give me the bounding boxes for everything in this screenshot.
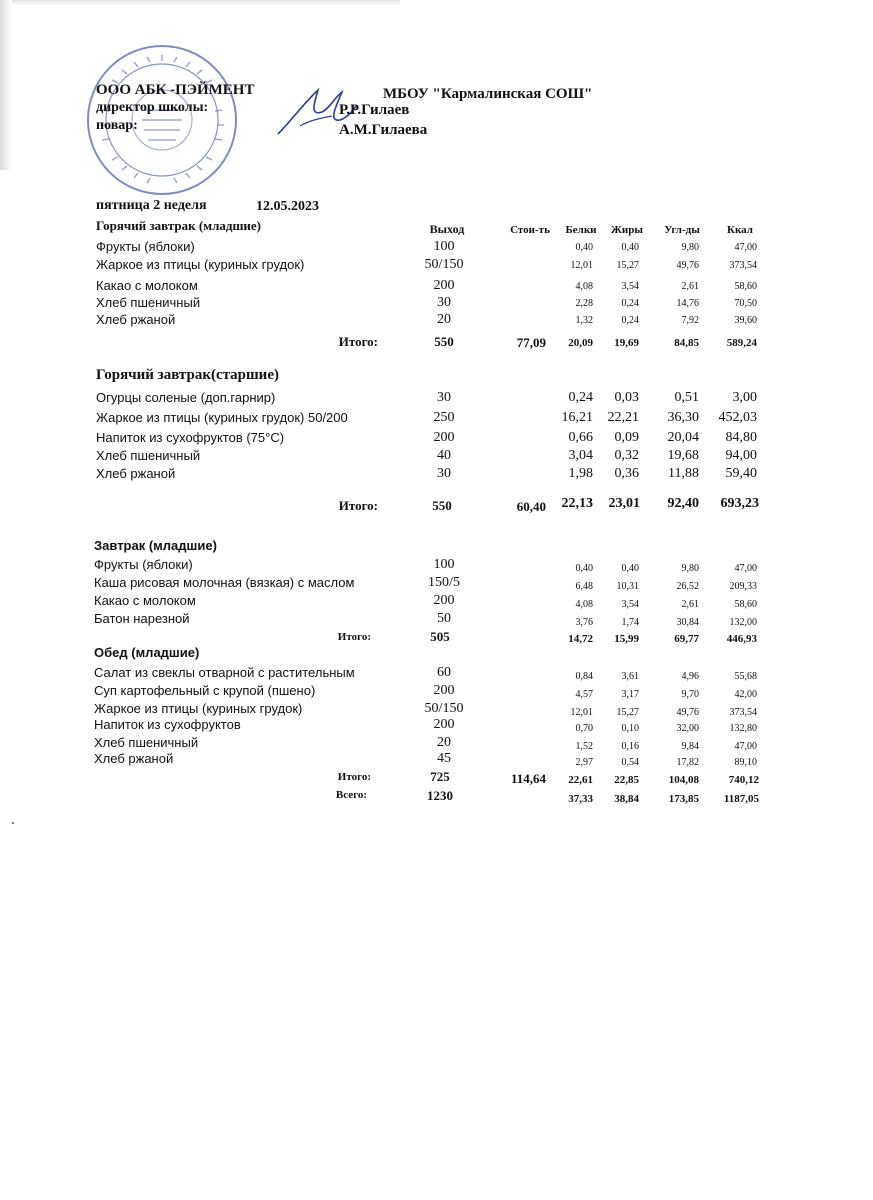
grand-total-output: 1230 [427,788,453,803]
menu-item-kcal: 55,68 [734,671,757,682]
menu-item-fat: 0,24 [621,298,639,309]
menu-item-output: 200 [433,683,455,698]
menu-item-fat: 0,40 [621,563,639,574]
menu-item-fat: 0,03 [614,390,639,405]
menu-item-protein: 6,48 [575,581,593,592]
menu-item-kcal: 209,33 [729,581,757,592]
menu-item-protein: 1,32 [575,315,593,326]
menu-item-name: Батон нарезной [94,611,190,626]
total-output: 550 [434,334,454,349]
menu-item-name: Хлеб пшеничный [96,448,201,463]
menu-item-output: 200 [433,278,455,293]
director-label: директор школы: [96,100,209,115]
section-title: Завтрак (младшие) [94,538,217,553]
menu-item-carbs: 2,61 [681,281,699,292]
column-header-carbs: Угл-ды [664,224,700,236]
scan-edge [0,0,12,170]
menu-item-protein: 0,84 [575,671,593,682]
menu-item-carbs: 49,76 [676,707,699,718]
menu-item-name: Хлеб пшеничный [96,295,201,310]
menu-item-protein: 12,01 [570,707,593,718]
grand-total-protein: 37,33 [568,793,593,805]
menu-item-fat: 0,09 [614,430,639,445]
menu-item-protein: 1,98 [568,466,593,481]
menu-item-fat: 0,24 [621,315,639,326]
menu-item-fat: 22,21 [607,410,639,425]
total-cost: 77,09 [516,335,546,350]
menu-item-carbs: 30,84 [676,617,699,628]
menu-item-kcal: 39,60 [734,315,757,326]
menu-item-protein: 16,21 [561,410,593,425]
menu-item-fat: 0,10 [621,723,639,734]
menu-item-fat: 10,31 [616,581,639,592]
total-fat: 19,69 [614,337,639,349]
school-name: МБОУ "Кармалинская СОШ" [383,86,593,102]
grand-total-fat: 38,84 [614,793,639,805]
menu-item-carbs: 9,80 [681,563,699,574]
menu-item-carbs: 32,00 [676,723,699,734]
menu-item-kcal: 70,50 [734,298,757,309]
menu-item-protein: 4,57 [575,689,593,700]
total-carbs: 69,77 [674,633,699,645]
menu-item-output: 30 [437,390,451,405]
menu-item-name: Огурцы соленые (доп.гарнир) [96,390,276,405]
menu-item-kcal: 3,00 [732,390,757,405]
menu-item-fat: 15,27 [616,707,639,718]
menu-item-carbs: 7,92 [681,315,699,326]
menu-item-carbs: 9,80 [681,242,699,253]
menu-item-output: 60 [437,665,451,680]
total-fat: 15,99 [614,633,639,645]
menu-item-protein: 3,76 [575,617,593,628]
menu-item-carbs: 26,52 [676,581,699,592]
total-label: Итого: [337,771,371,783]
menu-item-protein: 0,40 [575,242,593,253]
menu-item-kcal: 132,80 [729,723,757,734]
menu-item-fat: 3,54 [621,599,639,610]
total-kcal: 693,23 [720,496,759,511]
director-name: Р.Р.Гилаев [339,102,410,118]
column-header-fat: Жиры [611,224,643,236]
menu-item-carbs: 49,76 [676,260,699,271]
menu-item-carbs: 9,70 [681,689,699,700]
menu-item-kcal: 47,00 [734,563,757,574]
menu-item-name: Какао с молоком [94,593,196,608]
menu-item-output: 50 [437,611,451,626]
menu-item-kcal: 42,00 [734,689,757,700]
menu-item-name: Каша рисовая молочная (вязкая) с маслом [94,575,355,590]
menu-item-protein: 12,01 [570,260,593,271]
menu-item-protein: 4,08 [575,599,593,610]
menu-item-fat: 0,54 [621,757,639,768]
total-kcal: 740,12 [728,774,759,786]
menu-item-fat: 3,17 [621,689,639,700]
menu-item-protein: 4,08 [575,281,593,292]
total-kcal: 446,93 [726,633,757,645]
day-week: пятница 2 неделя [96,198,207,213]
total-output: 725 [430,769,450,784]
menu-item-protein: 1,52 [575,741,593,752]
menu-item-kcal: 132,00 [729,617,757,628]
menu-item-name: Жаркое из птицы (куриных грудок) [96,257,305,272]
menu-item-fat: 15,27 [616,260,639,271]
total-output: 505 [430,629,450,644]
menu-item-output: 30 [437,466,451,481]
menu-item-carbs: 19,68 [667,448,699,463]
total-protein: 22,13 [561,496,593,511]
menu-item-kcal: 373,54 [729,707,757,718]
menu-item-name: Хлеб пшеничный [94,735,199,750]
menu-item-protein: 2,28 [575,298,593,309]
cook-label: повар: [96,118,138,133]
menu-date: 12.05.2023 [256,199,319,214]
menu-item-output: 50/150 [424,257,464,272]
total-fat: 23,01 [608,496,640,511]
menu-item-protein: 0,24 [568,390,593,405]
menu-item-carbs: 17,82 [676,757,699,768]
menu-item-kcal: 58,60 [734,599,757,610]
total-protein: 20,09 [568,337,593,349]
menu-item-fat: 3,54 [621,281,639,292]
menu-item-kcal: 452,03 [718,410,757,425]
menu-item-output: 150/5 [428,575,460,590]
cook-name: А.М.Гилаева [339,122,428,138]
grand-total-carbs: 173,85 [668,793,699,805]
menu-item-fat: 3,61 [621,671,639,682]
menu-item-output: 200 [433,430,455,445]
menu-item-kcal: 47,00 [734,741,757,752]
total-cost: 114,64 [510,771,546,786]
total-carbs: 104,08 [668,774,699,786]
menu-item-name: Хлеб ржаной [96,312,176,327]
total-cost: 60,40 [516,499,546,514]
menu-item-name: Хлеб ржаной [96,466,176,481]
section-title: Обед (младшие) [94,645,200,660]
total-carbs: 92,40 [667,496,699,511]
total-carbs: 84,85 [674,337,699,349]
total-label: Итого: [338,498,378,513]
grand-total-label: Всего: [335,789,367,801]
menu-item-output: 250 [433,410,455,425]
menu-item-fat: 1,74 [621,617,639,628]
menu-item-output: 200 [433,593,455,608]
menu-item-output: 100 [433,557,455,572]
menu-item-protein: 0,70 [575,723,593,734]
menu-item-name: Напиток из сухофруктов (75°С) [96,430,285,445]
menu-item-protein: 3,04 [568,448,593,463]
section-title: Горячий завтрак (младшие) [96,218,262,233]
scan-edge [0,0,400,6]
menu-item-kcal: 89,10 [734,757,757,768]
menu-item-name: Напиток из сухофруктов [94,717,241,732]
total-label: Итого: [338,334,378,349]
menu-item-carbs: 20,04 [667,430,699,445]
menu-item-fat: 0,32 [614,448,639,463]
menu-item-kcal: 58,60 [734,281,757,292]
menu-item-kcal: 94,00 [725,448,757,463]
section-title: Горячий завтрак(старшие) [96,367,279,383]
menu-item-carbs: 2,61 [681,599,699,610]
column-header-output: Выход [429,222,465,236]
total-output: 550 [432,498,452,513]
menu-item-fat: 0,40 [621,242,639,253]
menu-item-name: Суп картофельный с крупой (пшено) [94,683,316,698]
company-name: ООО АБК -ПЭЙМЕНТ [96,82,255,98]
menu-item-carbs: 9,84 [681,741,699,752]
menu-item-name: Салат из свеклы отварной с растительным [94,665,355,680]
menu-item-output: 45 [437,751,451,766]
total-kcal: 589,24 [726,337,757,349]
menu-item-output: 200 [433,717,455,732]
menu-item-output: 30 [437,295,451,310]
total-fat: 22,85 [614,774,639,786]
menu-item-protein: 0,40 [575,563,593,574]
menu-item-name: Хлеб ржаной [94,751,174,766]
total-label: Итого: [337,631,371,643]
menu-item-kcal: 47,00 [734,242,757,253]
menu-item-kcal: 373,54 [729,260,757,271]
menu-item-carbs: 36,30 [667,410,699,425]
total-protein: 14,72 [568,633,593,645]
menu-item-output: 20 [437,312,451,327]
menu-item-output: 50/150 [424,701,464,716]
column-header-protein: Белки [565,224,597,236]
menu-item-fat: 0,36 [614,466,639,481]
total-protein: 22,61 [568,774,593,786]
menu-item-output: 40 [437,448,451,463]
menu-item-carbs: 0,51 [674,390,699,405]
column-header-kcal: Ккал [727,224,753,236]
scan-speck [12,822,14,824]
menu-item-name: Фрукты (яблоки) [96,239,195,254]
menu-item-name: Какао с молоком [96,278,198,293]
menu-item-name: Жаркое из птицы (куриных грудок) 50/200 [96,410,348,425]
menu-item-name: Жаркое из птицы (куриных грудок) [94,701,303,716]
menu-item-kcal: 59,40 [725,466,757,481]
menu-item-carbs: 14,76 [676,298,699,309]
menu-item-carbs: 4,96 [681,671,699,682]
menu-item-protein: 2,97 [575,757,593,768]
grand-total-kcal: 1187,05 [723,793,759,805]
menu-item-name: Фрукты (яблоки) [94,557,193,572]
menu-item-output: 20 [437,735,451,750]
menu-item-protein: 0,66 [568,430,593,445]
menu-item-output: 100 [433,239,455,254]
column-header-cost: Стои-ть [510,224,550,236]
menu-item-fat: 0,16 [621,741,639,752]
menu-item-carbs: 11,88 [668,466,699,481]
menu-item-kcal: 84,80 [725,430,757,445]
